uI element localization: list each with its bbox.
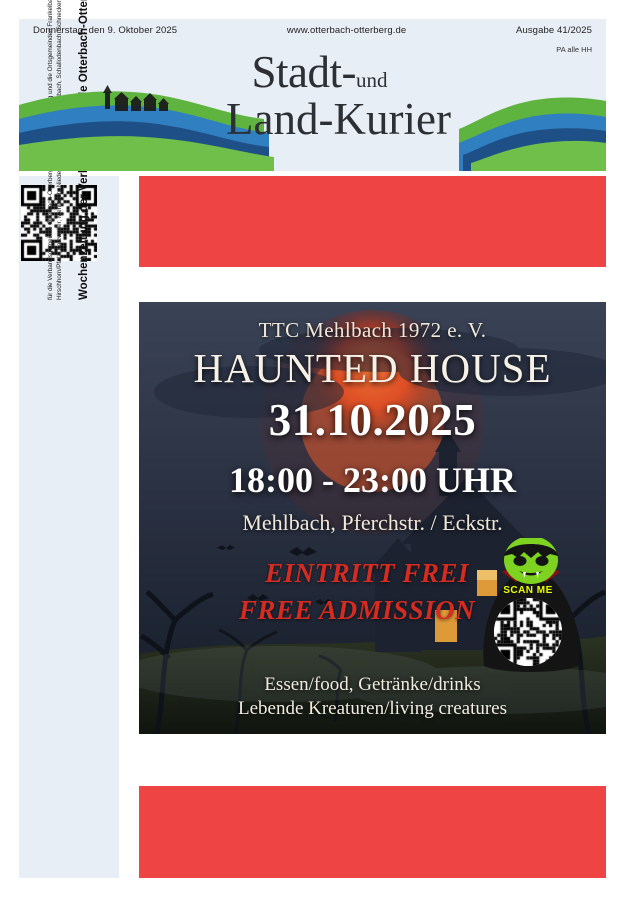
poster-club-name: TTC Mehlbach 1972 e. V. (258, 318, 487, 342)
issue-number: Ausgabe 41/2025 (516, 24, 592, 36)
poster-location: Mehlbach, Pferchstr. / Eckstr. (242, 510, 503, 535)
website-url[interactable]: www.otterbach-otterberg.de (286, 24, 407, 36)
sidebar-vertical-text (19, 300, 119, 860)
qr-code-icon (494, 598, 562, 666)
masthead (19, 19, 606, 171)
ad-block-bottom[interactable] (139, 786, 606, 878)
pa-code: PA alle HH (556, 45, 592, 54)
poster-time: 18:00 - 23:00 UHR (229, 460, 516, 500)
title-und: und (356, 68, 388, 92)
masthead-title (19, 49, 606, 144)
poster-admission-de: EINTRITT FREI (265, 558, 469, 588)
title-line-2: Land-Kurier (226, 94, 451, 145)
ad-block-top[interactable] (139, 176, 606, 267)
issue-date: Donnerstag, den 9. Oktober 2025 (33, 24, 178, 36)
poster-creatures-line: Lebende Kreaturen/living creatures (237, 698, 508, 719)
masthead-topline (19, 19, 606, 41)
title-line-1 (33, 49, 606, 96)
title-stadt: Stadt- (251, 47, 356, 97)
poster-date: 31.10.2025 (268, 395, 477, 445)
poster-qr-code[interactable] (494, 598, 562, 666)
haunted-house-poster[interactable] (139, 302, 606, 734)
scan-me-label: SCAN ME (503, 585, 553, 596)
poster-admission-en: FREE ADMISSION (238, 595, 476, 625)
poster-title: HAUNTED HOUSE (193, 345, 552, 391)
poster-food-line: Essen/food, Getränke/drinks (264, 674, 481, 695)
